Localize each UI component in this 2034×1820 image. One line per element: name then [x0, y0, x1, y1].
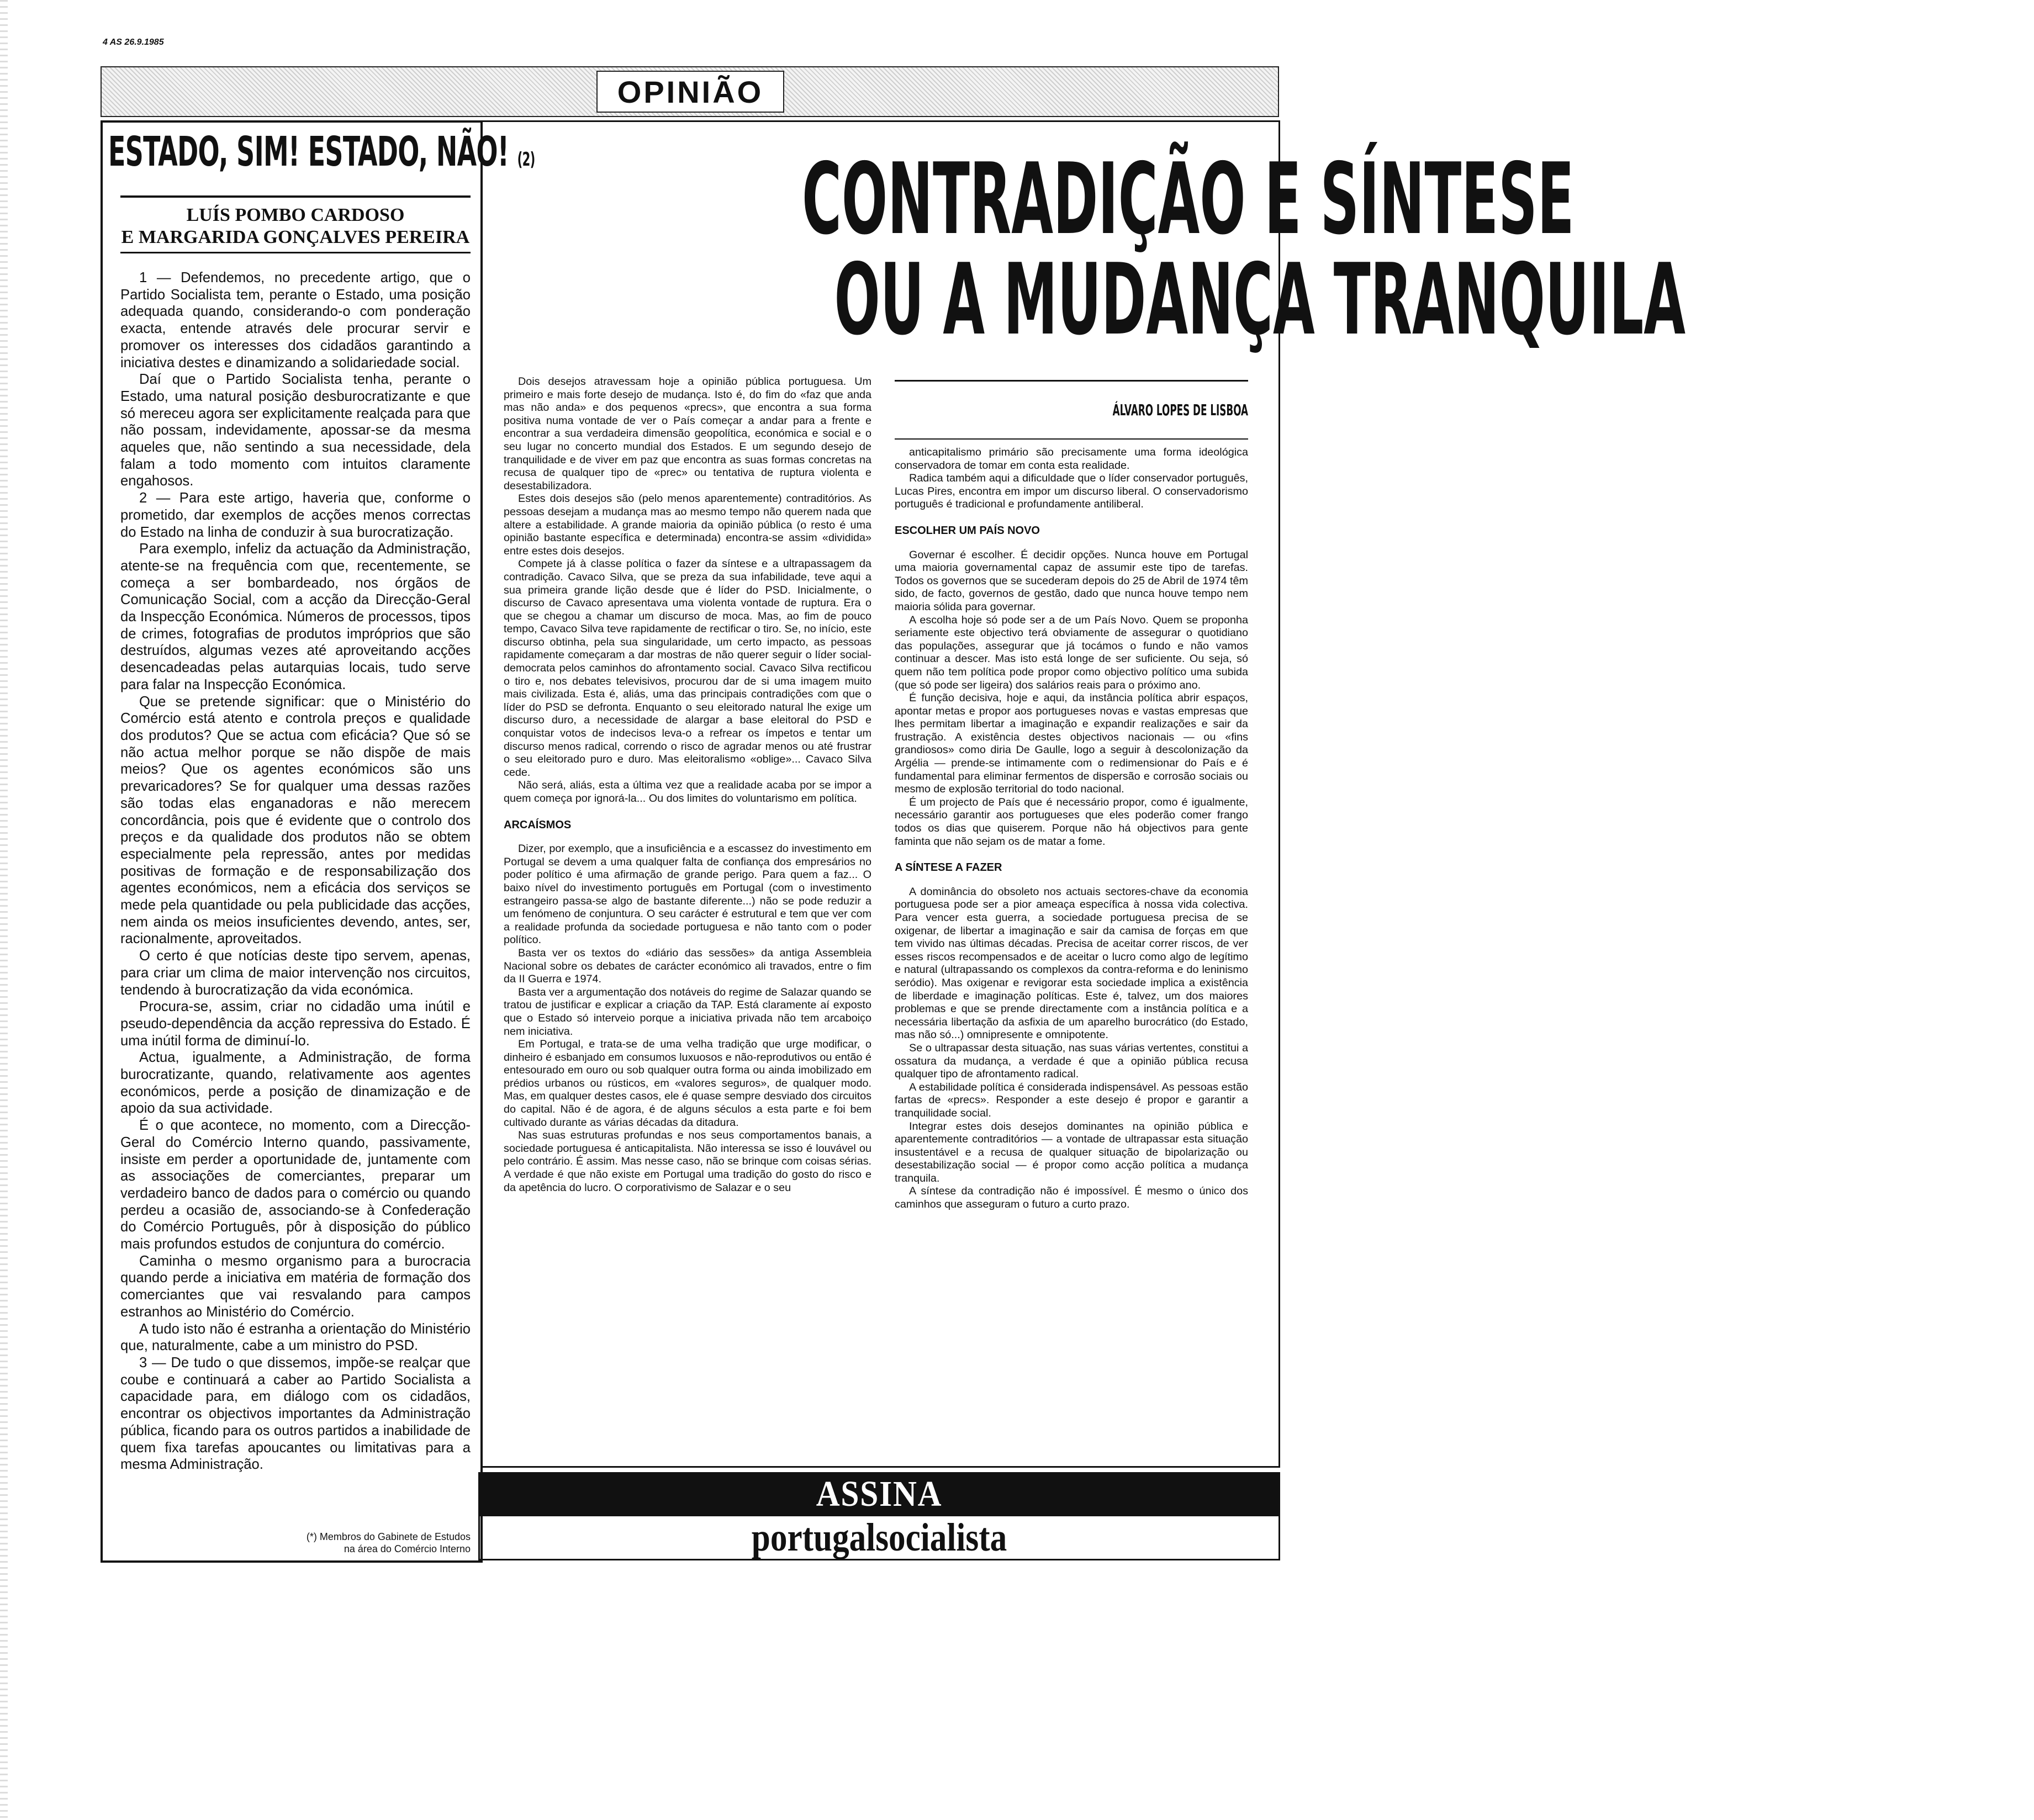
paragraph: 3 — De tudo o que dissemos, impõe-se realçar que coube e continuará a caber ao Partido Socialista a capacidade para, em diálogo com os cidadãos, encontrar os objectivos importantes da Administração pública, ficando para os outros partidos a inabilidade de quem fixa tarefas apoucantes ou limitativas para a mesma Administração.: [120, 1355, 471, 1473]
paragraph: A dominância do obsoleto nos actuais sectores-chave da economia portuguesa pode ser a pior ameaça específica à nossa vida colectiva. Para vencer esta guerra, a sociedade portuguesa precisa de se oxigenar, de libertar a imaginação e sair da camisa de forças em que tem vivido nas últimas décadas. Precisa de aceitar correr riscos, de ver esses riscos recompensados e de aceitar o lucro como algo de legítimo e natural (ultrapassando os complexos da contra-reforma e do leninismo seródio). Mas oxigenar e revigorar esta sociedade implica a existência de liberdade e imaginação políticas. Este é, talvez, um dos maiores problemas e que se prende directamente com a instância política e a necessária libertação da asfixia de um aparelho burocrático (do Estado, mas não só...) omnipresente e omnipotente.: [895, 885, 1248, 1041]
subheading: ARCAÍSMOS: [504, 818, 572, 831]
paragraph: Dizer, por exemplo, que a insuficiência e a escassez do investimento em Portugal se devem a uma qualquer falta de confiança dos empresários no poder político é uma afirmação de grande perigo. Para quem a faz... O baixo nível do investimento português em Portugal (com o investimento estrangeiro passa-se algo de bastante diferente...) não se pode reduzir a um fenómeno de conjuntura. O seu carácter é estrutural e tem que ver com a realidade profunda da sociedade portuguesa e não tanto com o poder político.: [504, 843, 871, 946]
paragraph: 1 — Defendemos, no precedente artigo, que o Partido Socialista tem, perante o Estado, uma posição adequada quando, considerando-o com ponderação exacta, entende através dele procurar servir e promover os interesses dos cidadãos garantindo a iniciativa destes e dinamizando a solidariedade social.: [120, 270, 471, 371]
ad-bottom-text: portugalsocialista: [751, 1515, 1007, 1559]
author-line: LUÍS POMBO CARDOSO: [186, 205, 405, 225]
paragraph: A tudo isto não é estranha a orientação do Ministério que, naturalmente, cabe a um ministro do PSD.: [120, 1321, 471, 1354]
paragraph: Dois desejos atravessam hoje a opinião pública portuguesa. Um primeiro e mais forte desejo de mudança. Isto é, do fim do «faz que anda mas não anda» e dos pequenos «precs», que encontra a sua forma positiva numa vontade de ver o País começar a andar para a frente e encontrar a sua verdadeira dimensão geopolítica, económica e social e o seu lugar no concerto mundial dos Estados. E um segundo desejo de tranquilidade e de viver em paz que encontra as suas formas concretas na recusa de qualquer tipo de «prec» ou tentativa de ruptura violenta e desestabilizadora.: [504, 375, 871, 492]
footnote-line: (*) Membros do Gabinete de Estudos: [306, 1531, 471, 1542]
right-title-line1: [486, 142, 1575, 256]
paragraph: Não será, aliás, esta a última vez que a realidade acaba por se impor a quem começa por ignorá-la... Ou dos limites do voluntarismo em política.: [504, 779, 871, 805]
left-headline-number: (2): [517, 149, 535, 171]
left-headline: [108, 128, 535, 176]
paragraph: A síntese da contradição não é impossível. É mesmo o único dos caminhos que asseguram o futuro a curto prazo.: [895, 1185, 1248, 1211]
paragraph: Se o ultrapassar desta situação, nas suas várias vertentes, constitui a ossatura da mudança, a verdade é que a opinião pública recusa qualquer tipo de afrontamento radical.: [895, 1041, 1248, 1081]
paragraph: É função decisiva, hoje e aqui, da instância política abrir espaços, apontar metas e propor aos portugueses novas e vastas empresas que lhes permitam libertar a imaginação e expandir realizações e sair da frustração. A existência destes objectivos nacionais — ou «fins grandiosos» como diria De Gaulle, logo a seguir à descolonização da Argélia — prende-se intimamente com o redimensionar do País e é fundamental para eliminar fermentos de dispersão e corrosão sociais ou mesmo de explosão territorial do todo nacional.: [895, 692, 1248, 796]
paragraph: A estabilidade política é considerada indispensável. As pessoas estão fartas de «precs». Responder a este desejo é propor e garantir a tranquilidade social.: [895, 1081, 1248, 1119]
title-text: CONTRADIÇÃO E SÍNTESE: [802, 142, 1575, 256]
ad-banner-bottom: [478, 1516, 1280, 1560]
left-footnote: [210, 1531, 471, 1555]
paragraph: Procura-se, assim, criar no cidadão uma inútil e pseudo-dependência da acção repressiva do Estado. É uma inútil forma de diminuí-lo.: [120, 999, 471, 1049]
scan-edge: [0, 0, 8, 1820]
subheading: ESCOLHER UM PAÍS NOVO: [895, 524, 1040, 537]
divider: [895, 438, 1248, 440]
left-article-body: [120, 269, 471, 1473]
paragraph: Actua, igualmente, a Administração, de forma burocratizante, quando, relativamente aos agentes económicos, perde a posição de dinamização e de apoio da sua actividade.: [120, 1050, 471, 1117]
ad-top-text: ASSINA: [816, 1474, 943, 1514]
title-text: OU A MUDANÇA TRANQUILA: [834, 242, 1686, 357]
section-title: OPINIÃO: [596, 71, 784, 113]
subheading: A SÍNTESE A FAZER: [895, 861, 1002, 874]
paragraph: É um projecto de País que é necessário propor, como é igualmente, necessário garantir aos portugueses que eles poderão comer frango todos os dias que quiserem. Porque não há objectivos para gente faminta que não sejam os de matar a fome.: [895, 796, 1248, 848]
paragraph: É o que acontece, no momento, com a Direcção-Geral do Comércio Interno quando, passivamente, insiste em perder a oportunidade de, juntamente com as associações de comerciantes, preparar um verdadeiro banco de dados para o comércio ou quando perdeu a ocasião de, associando-se à Confederação do Comércio Português, pôr à disposição do público mais profundos estudos de conjuntura do comércio.: [120, 1118, 471, 1252]
left-headline-text: ESTADO, SIM! ESTADO, NÃO!: [108, 128, 509, 176]
paragraph: anticapitalismo primário são precisamente uma forma ideológica conservadora de tomar em conta esta realidade.: [895, 446, 1248, 472]
paragraph: Estes dois desejos são (pelo menos aparentemente) contraditórios. As pessoas desejam a mudança mas ao mesmo tempo não querem nada que altere a estabilidade. A grande maioria da opinião pública (o resto é uma opinião bastante específica e determinada) encontra-se assim «dividida» entre estes dois desejos.: [504, 493, 871, 557]
paragraph: Compete já à classe política o fazer da síntese e a ultrapassagem da contradição. Cavaco Silva, que se preza da sua infabilidade, teve aqui a sua primeira grande lição desde que é líder do PSD. Inicialmente, o discurso de Cavaco apresentava uma violenta vontade de ruptura. Era o que se chegou a chamar um discurso de moca. Mas, ao fim de pouco tempo, Cavaco Silva teve rapidamente de rectificar o tiro. Se, no início, este discurso obtinha, pela sua singularidade, um certo impacto, as pessoas rapidamente começaram a dar mostras de não querer seguir o líder social-democrata pelos caminhos do afrontamento social. Cavaco Silva rectificou o tiro e, nos debates televisivos, procurou dar de si uma imagem muito mais civilizada. Esta é, aliás, uma das principais contradições com que o líder do PSD se defronta. Enquanto o seu eleitorado natural lhe exige um discurso duro, a necessidade de alargar a base eleitoral do PSD e conquistar votos de indecisos leva-o a refrear os ímpetos e tentar um discurso menos radical, correndo o risco de agradar menos ou até frustrar o seu eleitorado puro e duro. Mas eleitoralismo «oblige»... Cavaco Silva cede.: [504, 558, 871, 779]
byline-text: ÁLVARO LOPES DE LISBOA: [1112, 401, 1248, 419]
right-article-column-2: [895, 446, 1248, 1211]
author-line: E MARGARIDA GONÇALVES PEREIRA: [121, 227, 470, 247]
divider: [120, 195, 471, 198]
right-article-column-1: [504, 375, 871, 1194]
paragraph: Nas suas estruturas profundas e nos seus comportamentos banais, a sociedade portuguesa é anticapitalista. Não interessa se isso é louvável ou pelo contrário. É assim. Mas nesse caso, não se brinque com coisas sérias. A verdade é que não existe em Portugal uma tradição do gosto do risco e da apetência do lucro. O corporativismo de Salazar e o seu: [504, 1129, 871, 1194]
paragraph: Basta ver os textos do «diário das sessões» da antiga Assembleia Nacional sobre os debates de carácter económico ali travados, entre o fim da II Guerra e 1974.: [504, 946, 871, 986]
paragraph: Que se pretende significar: que o Ministério do Comércio está atento e controla preços e qualidade dos produtos? Que se actua com eficácia? Que só se não actua melhor porque se não dispõe de mais meios? Que os agentes económicos são uns prevaricadores? Se for qualquer uma dessas razões são todas elas enganadoras e não merecem concordância, pois que é evidente que o controlo dos preços e da qualidade dos produtos não se obtem especialmente pela repressão, antes por medidas positivas de formação e de responsabilização dos agentes económicos, nem a eficácia dos serviços se mede pela quantidade ou pela publicidade das acções, nem ainda os meios insuficientes devendo, antes, ser, racionalmente, aproveitados.: [120, 694, 471, 947]
paragraph: Integrar estes dois desejos dominantes na opinião pública e aparentemente contraditórios — a vontade de ultrapassar esta situação insustentável e a recusa de qualquer situação de bipolarização ou desestabilização social — é propor como acção política a mudança tranquila.: [895, 1120, 1248, 1184]
paragraph: Em Portugal, e trata-se de uma velha tradição que urge modificar, o dinheiro é esbanjado em consumos luxuosos e não-reprodutivos ou então é entesourado em ouro ou sob qualquer outra forma ou ainda imobilizado em prédios urbanos ou rústicos, em «valores seguros», de qualquer modo. Mas, em qualquer destes casos, ele é quase sempre desviado dos circuitos do capital. Não é de agora, é de alguns séculos a esta parte e foi bem cultivado durante as várias décadas da ditadura.: [504, 1038, 871, 1129]
right-title-line2: [486, 242, 1686, 357]
byline: [895, 401, 1248, 419]
footnote-line: na área do Comércio Interno: [344, 1543, 471, 1554]
page-number: 4 AS 26.9.1985: [103, 38, 164, 47]
ad-banner-top: [478, 1472, 1280, 1516]
divider: [895, 380, 1248, 382]
paragraph: 2 — Para este artigo, haveria que, conforme o prometido, dar exemplos de acções menos correctas do Estado na linha de conduzir à sua burocratização.: [120, 490, 471, 540]
paragraph: Daí que o Partido Socialista tenha, perante o Estado, uma natural posição desburocratizante e que só mereceu agora ser explicitamente realçada para que não possam, indevidamente, apossar-se da mesma aqueles que, não sentindo a sua necessidade, dela falam a todo momento com intuitos claramente engahosos.: [120, 372, 471, 489]
paragraph: Radica também aqui a dificuldade que o líder conservador português, Lucas Pires, encontra em impor um discurso liberal. O conservadorismo português é tradicional e profundamente antiliberal.: [895, 472, 1248, 511]
paragraph: Governar é escolher. É decidir opções. Nunca houve em Portugal uma maioria governamental capaz de assumir este tipo de tarefas. Todos os governos que se sucederam depois do 25 de Abril de 1974 têm sido, de facto, governos de gestão, dado que nunca houve tempo nem maioria sólida para governar.: [895, 548, 1249, 613]
paragraph: A escolha hoje só pode ser a de um País Novo. Quem se proponha seriamente este objectivo terá obviamente de assegurar o quotidiano das populações, assegurar que já tocámos o fundo e não vamos continuar a descer. Mas isto está longe de ser suficiente. Ou seja, só quem não tem política pode propor como objectivo político uma subida (que só pode ser ligeira) dos salários reais para o próximo ano.: [895, 613, 1248, 691]
paragraph: O certo é que notícias deste tipo servem, apenas, para criar um clima de maior intervenção nos circuitos, tendendo à burocratização da vida económica.: [120, 948, 471, 998]
left-authors: [120, 204, 471, 248]
divider: [120, 252, 471, 253]
paragraph: Caminha o mesmo organismo para a burocracia quando perde a iniciativa em matéria de formação dos comerciantes que vai resvalando para campos estranhos ao Ministério do Comércio.: [120, 1253, 471, 1320]
paragraph: Para exemplo, infeliz da actuação da Administração, atente-se na frequência com que, recentemente, se começa a ser bombardeado, nos órgãos de Comunicação Social, com a acção da Direcção-Geral da Inspecção Económica. Números de processos, tipos de crimes, fotografias de produtos impróprios que são destruídos, algumas vezes até aproveitando acções desencadeadas pelas autarquias locais, tudo serve para falar na Inspecção Económica.: [120, 541, 471, 692]
paragraph: Basta ver a argumentação dos notáveis do regime de Salazar quando se tratou de justificar e explicar a criação da TAP. Está claramente aí exposto que o Estado só interveio porque a iniciativa privada não tem arcaboiço nem iniciativa.: [504, 986, 871, 1038]
